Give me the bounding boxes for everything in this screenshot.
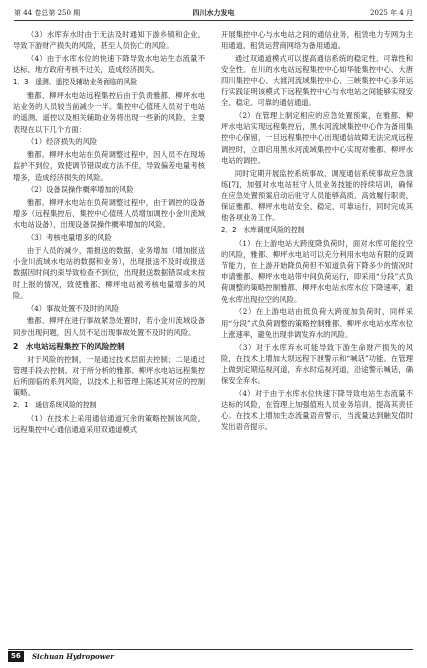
- paragraph: 雅都、柳坪在进行事故紧急处置时，若小金川流域设备同步出现问题，因人员不足出现事故处置不及时的风险。: [13, 316, 205, 337]
- paragraph: （2）在上游电站由低负荷大跨度加负荷时，同样采用“分段”式负荷调整的策略控制雅都、柳坪水电站水库水位上涨速率，避免出现非调发弃水的风险。: [221, 307, 413, 339]
- paragraph: （1）在上游电站大跨度降负荷时，面对水库可能拉空的风险，雅都、柳坪水电站可以充分利用水电站有限的反调节能力，在上游开始降负荷但不知道负荷下降多少的情况时申请雅都、柳坪水电站带中间负荷运行，即采用“分段”式负荷调整的策略控制雅都、柳坪水电站水库水位下降速率，避免水库出现拉空的风险。: [221, 239, 413, 304]
- list-item-heading: （4）事故处置不及时的风险: [26, 303, 120, 313]
- right-column: [221, 29, 413, 641]
- paragraph: （2）在管理上制定相应的应急处置预案，在雅都、柳坪水电站实现远程集控后，黑水河流域集控中心作为备用集控中心保留，一旦远程集控中心出现通信故障无法完成远程调控时，立即启用黑水河流域集控中心实现对雅都、柳坪水电站的调控。: [221, 111, 413, 165]
- running-header: [14, 6, 413, 21]
- left-column: [13, 29, 205, 641]
- paragraph: 同时定期开展监控系统事故、调度通信系统事故应急演练[7]，加强对水电站驻守人员业务技能的持续培训，确保在应急处置预案启动后驻守人员能够高质、高效履行职责，保证雅都、柳坪水电站安全、稳定、可靠运行，同时完成其他各项业务工作。: [221, 168, 413, 222]
- paragraph: （3）对于水库弃水可能导致下游生命财产损失的风险，在技术上增加大坝远程下泄警示和“喊话”功能。在管理上做到定期巡视河道，弃水时巡视河道，沿途警示喊话，确保安全弃水。: [221, 342, 413, 385]
- running-footer: [8, 649, 413, 664]
- paragraph: 对于风险的控制，一是通过技术层面去控制；二是通过管理手段去控制。对于所分析的雅都、柳坪水电站远程集控后所面临的系列风险，以技术上和管理上陈述其对应的控制策略。: [13, 354, 205, 397]
- paragraph: （4）由于水库水位的快速下降导致水电站生态流量不达标，地方政府考核不过关，造成经济损失。: [13, 53, 205, 75]
- paragraph: （3）水库弃水时由于无法及时通知下游乡镇和企业，导致下游财产损失的风险，甚至人员伤亡的风险。: [13, 30, 205, 51]
- list-item-heading: （2）设备误操作概率增加的风险: [26, 185, 134, 195]
- paragraph: 由于人员的减少，需报送的数据、业务增加（增加报送小金川流域水电站的数据和业务），出现报送不及时或报送数据因时间约束导致检查不到位，出现报送数据错误或未按时上报的情况，致使雅都、柳坪电站被考核电量增多的风险。: [13, 246, 205, 300]
- paragraph: （1）在技术上采用通信通道冗余的策略控制该风险。远程集控中心通信通道采用双通道模式: [13, 414, 205, 435]
- subsection-heading: 2．1 通信系统风险的控制: [13, 401, 97, 410]
- page-number: 56: [8, 651, 24, 662]
- paragraph: 通过双通道模式可以提高通信系统的稳定性、可靠性和安全性。在川的水电站远程集控中心如华能集控中心、大唐四川集控中心、大渡河流域集控中心、三峡集控中心多年运行实践证明该模式下远程集控中心与水电站之间能够实现安全、稳定、可靠的通信通道。: [221, 53, 413, 108]
- subsection-heading: 1．3 遥测、遥控及辅助业务面临的风险: [13, 78, 138, 87]
- paragraph-continued: 开展集控中心与水电站之间的通信业务，租赁电力专网为主用通道，租赁运营商网络为备用通道。: [221, 30, 413, 51]
- paragraph: 雅都、柳坪水电站在负荷调整过程中，由于调控的设备增多（远程集控后，集控中心值班人员增加调控小金川流域水电站设备），出现设备误操作概率增加的风险。: [13, 198, 205, 230]
- paragraph: 雅都、柳坪水电站远程集控后由于负责雅都、柳坪水电站业务的人员较当前减少一半。集控中心值班人员对于电站的遥测、遥控以及相关辅助业务将出现一些新的风险，主要表现在以下几个方面：: [13, 91, 205, 134]
- subsection-heading: 2．2 水库调度风险的控制: [221, 225, 305, 234]
- journal-title: 四川水力发电: [192, 8, 235, 17]
- section-heading: 2 水电站远程集控下的风险控制: [13, 341, 125, 351]
- paragraph: （4）对于由于水库水位快速下降导致电站生态流量不达标的风险，在管理上加强值班人员业务培训，提高其责任心。在技术上增加生态流量语音警示，当流量达到触发值时发出语音提示。: [221, 388, 413, 431]
- issue-info: 第 44 卷总第 250 期: [14, 9, 81, 17]
- list-item-heading: （1）经济损失的风险: [26, 137, 98, 147]
- issue-date: 2025 年 4 月: [370, 9, 413, 17]
- list-item-heading: （3）考核电量增多的风险: [26, 233, 112, 243]
- journal-name-english: Sichuan Hydropower: [32, 652, 114, 661]
- paragraph: 雅都、柳坪水电站在负荷调整过程中，因人员不在现场监护不到位，致使调节错误或方法不佳，导致偏差电量考核增多，造成经济损失的风险。: [13, 150, 205, 182]
